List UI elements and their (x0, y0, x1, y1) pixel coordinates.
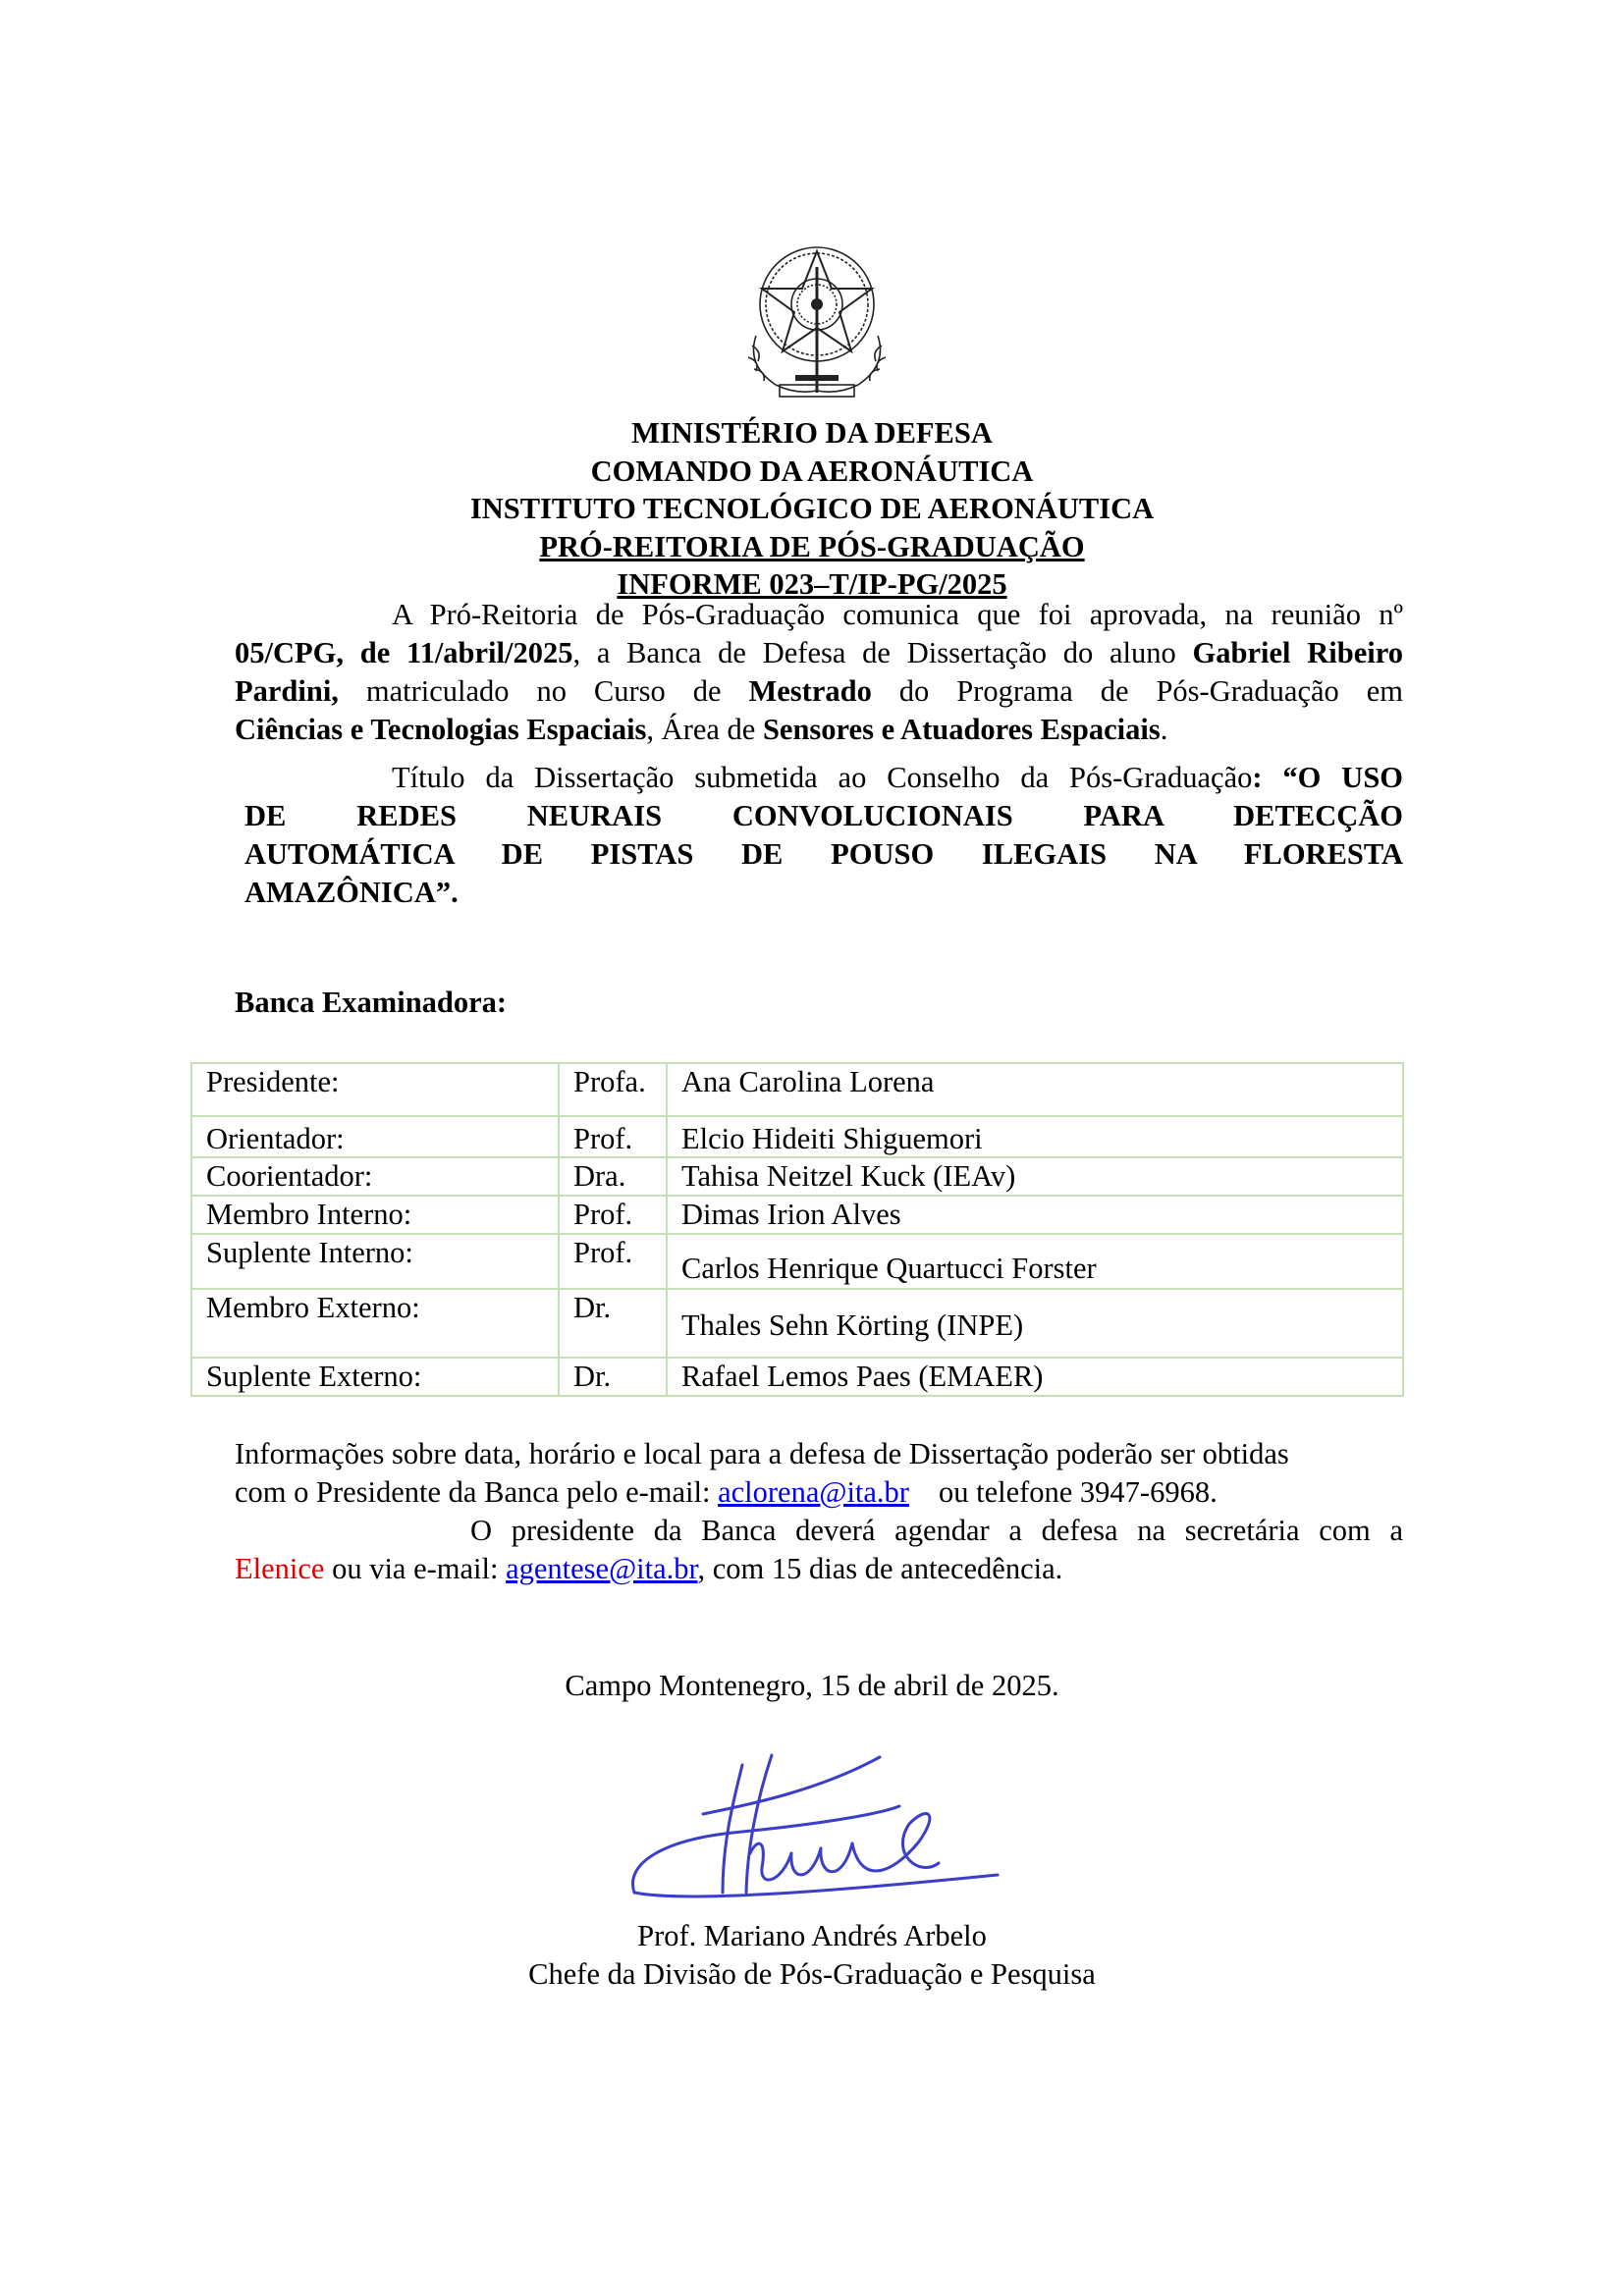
student-name-part2: Pardini, (235, 674, 339, 708)
intro-line-4: Ciências e Tecnologias Espaciais, Área de Sensores e Atuadores Espaciais. (235, 713, 1168, 746)
institute-name: INSTITUTO TECNOLÓGICO DE AERONÁUTICA (469, 492, 1155, 525)
title-cell: Prof. (559, 1234, 667, 1289)
table-row (191, 1116, 1403, 1157)
intro-line-2: 05/CPG, de 11/abril/2025, a Banca de Defesa de Dissertação do aluno Gabriel Ribeiro (235, 636, 1403, 669)
name-cell: Rafael Lemos Paes (EMAER) (667, 1358, 1403, 1396)
president-email-link[interactable]: aclorena@ita.br (718, 1475, 909, 1509)
name-cell: Elcio Hideiti Shiguemori (667, 1116, 1403, 1157)
ministry-name: MINISTÉRIO DA DEFESA (631, 416, 993, 450)
name-cell: Tahisa Neitzel Kuck (IEAv) (667, 1157, 1403, 1196)
table-row (191, 1063, 1403, 1116)
command-name: COMANDO DA AERONÁUTICA (590, 454, 1034, 488)
department-name: PRÓ-REITORIA DE PÓS-GRADUAÇÃO (539, 529, 1085, 563)
signature-image (624, 1745, 1017, 1912)
informe-number: INFORME 023–T/IP-PG/2025 (617, 567, 1007, 601)
title-cell: Profa. (559, 1063, 667, 1116)
table-row (191, 1234, 1403, 1289)
title-line-1: Título da Dissertação submetida ao Conselho da Pós-Graduação: “O USO (392, 761, 1404, 794)
title-line-3: AUTOMÁTICA DE PISTAS DE POUSO ILEGAIS NA FLORESTA (244, 837, 1403, 871)
intro-paragraph (235, 596, 1403, 749)
course-level: Mestrado (748, 674, 872, 708)
role-cell: Coorientador: (191, 1157, 559, 1196)
secretary-email-link[interactable]: agentese@ita.br (506, 1552, 698, 1585)
title-line-2: DE REDES NEURAIS CONVOLUCIONAIS PARA DETECÇÃO (244, 799, 1403, 832)
title-cell: Prof. (559, 1196, 667, 1234)
intro-line-1: A Pró-Reitoria de Pós-Graduação comunica que foi aprovada, na reunião nº (392, 598, 1403, 631)
dissertation-title-paragraph (235, 759, 1403, 912)
meeting-reference: 05/CPG, de 11/abril/2025 (235, 636, 573, 669)
table-row (191, 1196, 1403, 1234)
name-cell: Thales Sehn Körting (INPE) (667, 1289, 1403, 1358)
role-cell: Membro Externo: (191, 1289, 559, 1358)
place-and-date: Campo Montenegro, 15 de abril de 2025. (565, 1669, 1059, 1702)
title-cell: Dr. (559, 1358, 667, 1396)
student-name-part1: Gabriel Ribeiro (1192, 636, 1403, 669)
coat-of-arms-of-brazil-icon (727, 228, 907, 408)
committee-heading: Banca Examinadora: (235, 986, 508, 1019)
title-cell: Dr. (559, 1289, 667, 1358)
signer-block (0, 1917, 1624, 1994)
table-row (191, 1358, 1403, 1396)
name-cell: Carlos Henrique Quartucci Forster (667, 1234, 1403, 1289)
intro-line-3: Pardini, matriculado no Curso de Mestrado do Programa de Pós-Graduação em (235, 674, 1403, 708)
role-cell: Membro Interno: (191, 1196, 559, 1234)
program-name: Ciências e Tecnologias Espaciais (235, 713, 647, 746)
schedule-line-1: O presidente da Banca deverá agendar a defesa na secretária com a (470, 1514, 1403, 1547)
schedule-line-2: Elenice ou via e-mail: agentese@ita.br, com 15 dias de antecedência. (235, 1552, 1063, 1585)
name-cell: Ana Carolina Lorena (667, 1063, 1403, 1116)
phone-number: ou telefone 3947-6968. (938, 1475, 1218, 1509)
table-row (191, 1289, 1403, 1358)
signer-role: Chefe da Divisão de Pós-Graduação e Pesquisa (528, 1957, 1096, 1991)
signer-name: Prof. Mariano Andrés Arbelo (637, 1919, 987, 1952)
contact-line-2: com o Presidente da Banca pelo e-mail: aclorena@ita.br ou telefone 3947-6968. (235, 1475, 1218, 1509)
area-name: Sensores e Atuadores Espaciais (762, 713, 1161, 746)
role-cell: Presidente: (191, 1063, 559, 1116)
committee-table (190, 1062, 1404, 1397)
contact-line-1: Informações sobre data, horário e local para a defesa de Dissertação poderão ser obtidas (235, 1437, 1289, 1470)
schedule-paragraph (235, 1512, 1403, 1588)
table-row (191, 1157, 1403, 1196)
role-cell: Suplente Externo: (191, 1358, 559, 1396)
title-line-4: AMAZÔNICA”. (244, 876, 459, 909)
role-cell: Suplente Interno: (191, 1234, 559, 1289)
role-cell: Orientador: (191, 1116, 559, 1157)
name-cell: Dimas Irion Alves (667, 1196, 1403, 1234)
title-cell: Dra. (559, 1157, 667, 1196)
secretary-name: Elenice (235, 1552, 325, 1585)
document-header (0, 414, 1624, 604)
contact-paragraph (235, 1435, 1403, 1512)
title-cell: Prof. (559, 1116, 667, 1157)
